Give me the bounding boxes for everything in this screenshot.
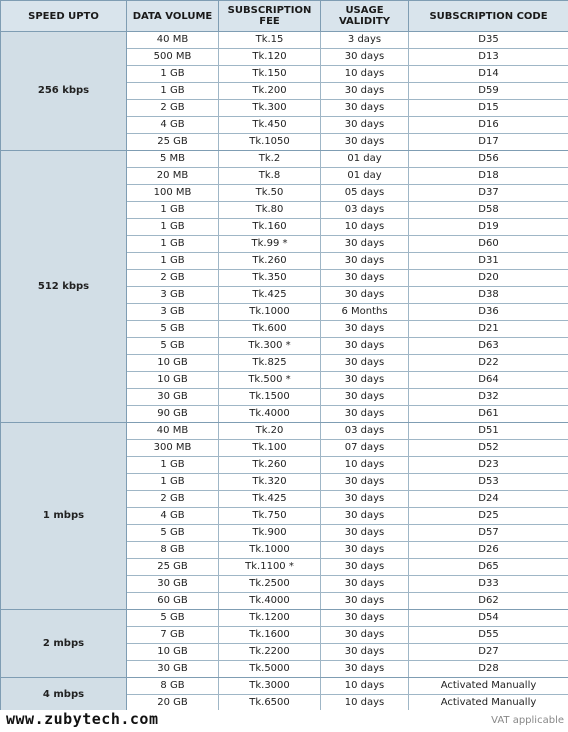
data-volume-cell: 4 GB (127, 508, 219, 525)
subscription-fee-cell: Tk.1200 (219, 610, 321, 627)
subscription-fee-cell: Tk.1600 (219, 627, 321, 644)
subscription-fee-cell: Tk.600 (219, 321, 321, 338)
subscription-code-cell: D25 (409, 508, 568, 525)
subscription-fee-cell: Tk.150 (219, 66, 321, 83)
subscription-fee-cell: Tk.4000 (219, 406, 321, 423)
subscription-fee-cell: Tk.1500 (219, 389, 321, 406)
data-volume-cell: 5 GB (127, 610, 219, 627)
subscription-code-cell: D26 (409, 542, 568, 559)
data-volume-cell: 1 GB (127, 83, 219, 100)
data-volume-cell: 10 GB (127, 355, 219, 372)
subscription-fee-cell: Tk.50 (219, 185, 321, 202)
header-subscription-fee: SUBSCRIPTION FEE (219, 1, 321, 32)
subscription-fee-cell: Tk.2200 (219, 644, 321, 661)
data-volume-cell: 1 GB (127, 457, 219, 474)
usage-validity-cell: 30 days (321, 270, 409, 287)
subscription-code-cell: D59 (409, 83, 568, 100)
subscription-fee-cell: Tk.1000 (219, 542, 321, 559)
usage-validity-cell: 30 days (321, 542, 409, 559)
subscription-fee-cell: Tk.260 (219, 457, 321, 474)
subscription-fee-cell: Tk.2 (219, 151, 321, 168)
usage-validity-cell: 30 days (321, 508, 409, 525)
usage-validity-cell: 6 Months (321, 304, 409, 321)
data-volume-cell: 1 GB (127, 474, 219, 491)
subscription-code-cell: D60 (409, 236, 568, 253)
usage-validity-cell: 03 days (321, 202, 409, 219)
vat-note: VAT applicable (491, 715, 564, 726)
usage-validity-cell: 30 days (321, 372, 409, 389)
subscription-code-cell: D56 (409, 151, 568, 168)
usage-validity-cell: 30 days (321, 661, 409, 678)
data-volume-cell: 60 GB (127, 593, 219, 610)
subscription-code-cell: D31 (409, 253, 568, 270)
usage-validity-cell: 3 days (321, 32, 409, 49)
data-volume-cell: 5 GB (127, 525, 219, 542)
usage-validity-cell: 30 days (321, 236, 409, 253)
usage-validity-cell: 30 days (321, 474, 409, 491)
usage-validity-cell: 30 days (321, 610, 409, 627)
subscription-code-cell: D27 (409, 644, 568, 661)
data-volume-cell: 40 MB (127, 423, 219, 440)
data-volume-cell: 1 GB (127, 219, 219, 236)
subscription-code-cell: D19 (409, 219, 568, 236)
usage-validity-cell: 30 days (321, 134, 409, 151)
subscription-code-cell: D21 (409, 321, 568, 338)
subscription-fee-cell: Tk.6500 (219, 695, 321, 712)
subscription-fee-cell: Tk.99 * (219, 236, 321, 253)
usage-validity-cell: 30 days (321, 83, 409, 100)
header-row (1, 1, 568, 32)
footer (0, 710, 568, 732)
usage-validity-cell: 30 days (321, 100, 409, 117)
subscription-code-cell: D14 (409, 66, 568, 83)
subscription-fee-cell: Tk.900 (219, 525, 321, 542)
subscription-code-cell: D57 (409, 525, 568, 542)
table-row (1, 32, 568, 49)
usage-validity-cell: 10 days (321, 219, 409, 236)
subscription-code-cell: D63 (409, 338, 568, 355)
subscription-fee-cell: Tk.80 (219, 202, 321, 219)
usage-validity-cell: 30 days (321, 321, 409, 338)
data-volume-cell: 30 GB (127, 661, 219, 678)
data-volume-cell: 2 GB (127, 100, 219, 117)
data-volume-cell: 1 GB (127, 236, 219, 253)
data-volume-cell: 25 GB (127, 559, 219, 576)
subscription-fee-cell: Tk.1000 (219, 304, 321, 321)
subscription-fee-cell: Tk.1100 * (219, 559, 321, 576)
subscription-code-cell: D65 (409, 559, 568, 576)
subscription-code-cell: D55 (409, 627, 568, 644)
usage-validity-cell: 30 days (321, 627, 409, 644)
data-volume-cell: 8 GB (127, 678, 219, 695)
usage-validity-cell: 10 days (321, 678, 409, 695)
subscription-fee-cell: Tk.320 (219, 474, 321, 491)
subscription-fee-cell: Tk.200 (219, 83, 321, 100)
data-volume-cell: 4 GB (127, 117, 219, 134)
usage-validity-cell: 30 days (321, 338, 409, 355)
usage-validity-cell: 30 days (321, 49, 409, 66)
data-volume-cell: 20 MB (127, 168, 219, 185)
subscription-fee-cell: Tk.100 (219, 440, 321, 457)
subscription-code-cell: D36 (409, 304, 568, 321)
data-volume-cell: 40 MB (127, 32, 219, 49)
subscription-fee-cell: Tk.500 * (219, 372, 321, 389)
data-volume-cell: 8 GB (127, 542, 219, 559)
subscription-code-cell: D18 (409, 168, 568, 185)
data-volume-cell: 1 GB (127, 66, 219, 83)
speed-group-cell: 512 kbps (1, 151, 127, 423)
usage-validity-cell: 30 days (321, 491, 409, 508)
usage-validity-cell: 30 days (321, 644, 409, 661)
subscription-fee-cell: Tk.260 (219, 253, 321, 270)
subscription-fee-cell: Tk.450 (219, 117, 321, 134)
usage-validity-cell: 10 days (321, 66, 409, 83)
speed-group-cell: 2 mbps (1, 610, 127, 678)
subscription-code-cell: D62 (409, 593, 568, 610)
subscription-code-cell: D20 (409, 270, 568, 287)
subscription-code-cell: D64 (409, 372, 568, 389)
usage-validity-cell: 30 days (321, 406, 409, 423)
usage-validity-cell: 30 days (321, 287, 409, 304)
subscription-fee-cell: Tk.425 (219, 287, 321, 304)
subscription-fee-cell: Tk.2500 (219, 576, 321, 593)
subscription-code-cell: D51 (409, 423, 568, 440)
subscription-code-cell: D13 (409, 49, 568, 66)
subscription-code-cell: D24 (409, 491, 568, 508)
data-volume-cell: 30 GB (127, 389, 219, 406)
speed-group-cell: 256 kbps (1, 32, 127, 151)
subscription-code-cell: D33 (409, 576, 568, 593)
subscription-fee-cell: Tk.20 (219, 423, 321, 440)
usage-validity-cell: 30 days (321, 253, 409, 270)
data-volume-cell: 10 GB (127, 372, 219, 389)
subscription-fee-cell: Tk.15 (219, 32, 321, 49)
data-volume-cell: 2 GB (127, 491, 219, 508)
data-volume-cell: 300 MB (127, 440, 219, 457)
subscription-fee-cell: Tk.120 (219, 49, 321, 66)
data-volume-cell: 30 GB (127, 576, 219, 593)
subscription-fee-cell: Tk.4000 (219, 593, 321, 610)
subscription-code-cell: Activated Manually (409, 695, 568, 712)
subscription-code-cell: D61 (409, 406, 568, 423)
subscription-code-cell: D15 (409, 100, 568, 117)
subscription-fee-cell: Tk.8 (219, 168, 321, 185)
speed-group-cell: 1 mbps (1, 423, 127, 610)
subscription-code-cell: Activated Manually (409, 678, 568, 695)
subscription-fee-cell: Tk.750 (219, 508, 321, 525)
subscription-fee-cell: Tk.1050 (219, 134, 321, 151)
data-volume-cell: 25 GB (127, 134, 219, 151)
table-row (1, 610, 568, 627)
subscription-fee-cell: Tk.825 (219, 355, 321, 372)
usage-validity-cell: 10 days (321, 695, 409, 712)
data-volume-cell: 5 GB (127, 321, 219, 338)
header-usage-validity: USAGE VALIDITY (321, 1, 409, 32)
usage-validity-cell: 30 days (321, 559, 409, 576)
subscription-code-cell: D35 (409, 32, 568, 49)
usage-validity-cell: 30 days (321, 525, 409, 542)
subscription-fee-cell: Tk.300 * (219, 338, 321, 355)
usage-validity-cell: 30 days (321, 355, 409, 372)
data-volume-cell: 5 MB (127, 151, 219, 168)
subscription-code-cell: D54 (409, 610, 568, 627)
usage-validity-cell: 10 days (321, 457, 409, 474)
usage-validity-cell: 03 days (321, 423, 409, 440)
data-volume-cell: 1 GB (127, 253, 219, 270)
data-volume-cell: 10 GB (127, 644, 219, 661)
usage-validity-cell: 01 day (321, 168, 409, 185)
subscription-code-cell: D28 (409, 661, 568, 678)
subscription-fee-cell: Tk.160 (219, 219, 321, 236)
table-row (1, 151, 568, 168)
subscription-fee-cell: Tk.5000 (219, 661, 321, 678)
table-row (1, 423, 568, 440)
subscription-fee-cell: Tk.350 (219, 270, 321, 287)
usage-validity-cell: 01 day (321, 151, 409, 168)
usage-validity-cell: 30 days (321, 389, 409, 406)
data-volume-cell: 20 GB (127, 695, 219, 712)
subscription-fee-cell: Tk.300 (219, 100, 321, 117)
subscription-code-cell: D58 (409, 202, 568, 219)
usage-validity-cell: 30 days (321, 117, 409, 134)
subscription-code-cell: D53 (409, 474, 568, 491)
subscription-code-cell: D17 (409, 134, 568, 151)
package-table-body (1, 32, 568, 712)
data-volume-cell: 3 GB (127, 287, 219, 304)
subscription-fee-cell: Tk.425 (219, 491, 321, 508)
speed-group-cell: 4 mbps (1, 678, 127, 712)
subscription-fee-cell: Tk.3000 (219, 678, 321, 695)
data-volume-cell: 500 MB (127, 49, 219, 66)
header-subscription-code: SUBSCRIPTION CODE (409, 1, 568, 32)
data-volume-cell: 2 GB (127, 270, 219, 287)
data-volume-cell: 90 GB (127, 406, 219, 423)
subscription-code-cell: D52 (409, 440, 568, 457)
subscription-code-cell: D16 (409, 117, 568, 134)
usage-validity-cell: 07 days (321, 440, 409, 457)
subscription-code-cell: D32 (409, 389, 568, 406)
subscription-code-cell: D23 (409, 457, 568, 474)
subscription-code-cell: D22 (409, 355, 568, 372)
usage-validity-cell: 30 days (321, 593, 409, 610)
data-volume-cell: 5 GB (127, 338, 219, 355)
data-volume-cell: 100 MB (127, 185, 219, 202)
usage-validity-cell: 05 days (321, 185, 409, 202)
table-row (1, 678, 568, 695)
data-volume-cell: 7 GB (127, 627, 219, 644)
usage-validity-cell: 30 days (321, 576, 409, 593)
header-data-volume: DATA VOLUME (127, 1, 219, 32)
subscription-code-cell: D38 (409, 287, 568, 304)
data-volume-cell: 1 GB (127, 202, 219, 219)
subscription-code-cell: D37 (409, 185, 568, 202)
website-watermark: www.zubytech.com (6, 710, 159, 728)
header-speed: SPEED UPTO (1, 1, 127, 32)
data-volume-cell: 3 GB (127, 304, 219, 321)
